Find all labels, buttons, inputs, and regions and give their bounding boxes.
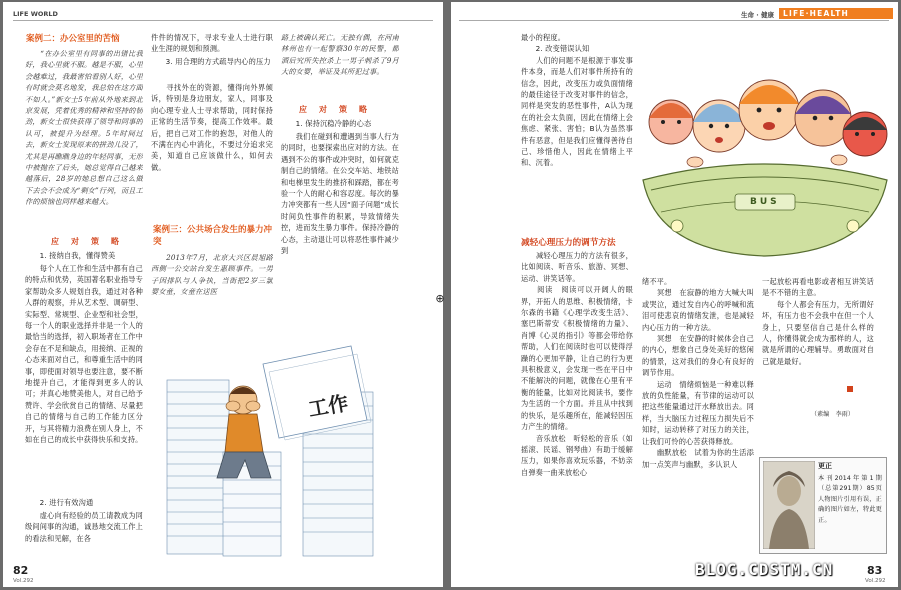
author-credit: （素编 李雨） (811, 411, 855, 418)
stressed-passengers (649, 80, 887, 156)
section-title: 减轻心理压力的调节方法 (521, 238, 616, 248)
volume-label-right: Vol.292 (865, 578, 886, 584)
strategy-title: 应 对 策 略 (51, 237, 121, 246)
colA-text: 最小的程度。 2. 改变错误认知 人们的问题不是根源于事发事件本身，而是人们对事件所持有的信念，因此，改变压力或负面情绪的最佳途径于改变对事件的信念，同样是突发的恶性事件，A认为现在的社会太负面，因此在情绪上会焦虑、紧张、害怕；B认为虽然事件有恶意，但是我们应懂得善待自己、珍惜他人，因此在情绪上平和、沉着。 (521, 33, 633, 168)
sidebar-title: 更正 (818, 462, 832, 470)
end-mark (847, 386, 853, 392)
left-page (3, 2, 443, 587)
watermark: BLOG.CDSTM.CN (695, 560, 834, 579)
header-left: 生命 · 健康 (741, 11, 774, 19)
case3-title: 案例三：公共场合发生的暴力冲突 (153, 225, 273, 247)
strategy-title-2: 应 对 策 略 (299, 105, 369, 114)
portrait-image (763, 461, 815, 549)
left-paper-stack (167, 380, 229, 554)
header-rule (13, 20, 433, 21)
item1-text: 每个人在工作和生活中都有自己的特点和优势，英国著名职业指导专家帮助众多人规划自我，通过对各种人群的观察，并从艺术型、调研型、实际型、常规型、企业型和社会型，每一个人的职业选择并非是一个人的最恰当的选择，初入职场者在工作中会存在不足和缺点，用接纳、正视的心态来面对自己，和尊重生活中的同事，即使面对领导也要注意，要不断地提升自己，才能得到更多人的认可；并真心地赞美他人，对自己给予赞许、学会欣赏自己的情绪、尽量把自己的情绪与自己的工作能力区分开，与其将精力浪费在别人身上，不如在自己的成长中获得快乐和支持。 (25, 264, 143, 445)
case2-title: 案例二：办公室里的苦恼 (26, 34, 120, 44)
col2-text-mid: 寻找外在的资源，懂得向外界倾诉，特别是身边朋友，家人，同事及向心理专业人士寻求帮助，同时保持正常的生活节奏，提高工作效率。最后，把自己对工作的抱怨，对他人的不满在内心中消化，不要过分追求完美，知道自己应该做什么，如何去做。 (151, 83, 273, 172)
col2-text-top: 件件的情况下，寻求专业人士进行职业生涯的规划和预测。 (151, 33, 273, 54)
page-number: 82 (13, 564, 29, 577)
sidebar-text: 本刊2014年第1期（总第291期）85页人物图片引用有误，正确的图片如左，特此更正。 (818, 475, 882, 524)
item3-text: 3. 用合理的方式疏导内心的压力 (151, 57, 271, 66)
work-sign-text: 工作 (306, 390, 351, 422)
correction-sidebar (759, 457, 887, 554)
item2-text: 虚心向有经验的员工请教成为同级间间事的沟通，诚恳地交流工作上的看法和见解，在各 (25, 511, 143, 543)
right-page (451, 2, 898, 587)
page-number-right: 83 (867, 564, 883, 577)
col3-text: 我们在碰到和遭遇到当事人行为的同时，也要探索出应对的方法。在遇到不公的事件或冲突时，如何就克制自己的情绪。在公交车站、地铁站和电梯里发生的推挤和踩踏，都在考验一个人的耐心和容忍度。每次的暴力冲突都有一些人因“面子问题”成长时间负性事件的积累，导致情绪失控，进而发生暴力事件。保持冷静的心态，主动退让可以将恶性事件减少到 (281, 132, 399, 256)
colB-text: 绪不平。 冥想 在寂静的地方大喊大叫或哭泣，通过发自内心的呼喊和流泪可使悲哀的情绪发泄，也是减轻内心压力的一种方法。 冥想 在安静的时候体会自己的内心，想象自己身处美好的悠闲的情景，这对我们的身心有良好的调节作用。 运动 情绪烦恼是一种难以释放的负性能量，有节律的运动可以把这些能量通过汗水释放出去。同样，当大脑压力过程压力损失后不知时，运动转移了对压力的关注，让我们可怜的心苦获得释放。 幽默放松 试着为你的生活添加一点笑声与幽默，多认识人 (642, 277, 754, 469)
case3-story: 2013年7月，北京大兴区晨旭路西侧一公交站台发生惠顾事件。一男子因排队与人争执，当街把2岁三氯婴女童，女童在送医 (151, 253, 273, 297)
colC-text: 一起放松再看电影或者相互讲笑话是不不错的主意。 每个人都会有压力，无所谓好坏，有压力也不会我中在但一个人身上，只要坚信自己是什么样的人，你懂得就会成为那样的人，这就是所谓的心理辅导。勇敢面对自己就是最好。 (762, 277, 874, 366)
paper-stack-illustration (153, 302, 383, 562)
col3-story: 路上被确认死亡。无独有偶，在河南林州也有一起警察30年的民警，都酒后究所失控杀上一男子刺杀了9月大的女婴，举证及其所犯过事。 (281, 33, 399, 77)
registration-mark-icon: ⊕ (435, 292, 445, 305)
header-rule-right (459, 20, 889, 21)
case2-story: “在办公室里有同事的出错比我好，我心里就不服。越是不服，心里会越难过，我最害怕看别人好，心里有时就会莫名地发，我总怕在这方面不如人。”新女士5年前从外地来到北京发展，凭着优秀的精神和坚持的韧劲，新女士很快获得了领导和同事的认可，被提升为经理。5年时间过去，新女士发现原来的拼劲儿没了，尤其是再瞧瞧身边的年轻同事，无形中被抛在了后头，她总觉得自己越来越落后，28岁的她总想自己这么做下去会不会成为“剩女”行列，而且工作的烦恼也同样越来越大。 (25, 49, 143, 207)
header-right: LIFE·HEALTH (783, 9, 850, 18)
item1-title: 1. 接纳自我，懂得赞美 (25, 251, 116, 260)
bus-illustration (637, 30, 893, 262)
bus-body (643, 164, 887, 256)
col3-item1-title: 1. 保持沉稳冷静的心态 (281, 119, 372, 128)
volume-label: Vol.292 (13, 578, 34, 584)
colA-bottom-text: 减轻心理压力的方法有很多，比如阅读、听音乐、旅游、冥想、运动、讲笑话等。 阅读 阅读可以开阔人的眼界，开拓人的思维、积极情绪，卡尔森的书籍《心理学改变生活》、塞巴斯蒂安《积极情绪的力量》、肖博《心灵的指引》等都会带给你帮助，人们在阅读时也可以使得浮躁的心更加平静，让自己的行为更具积极意义，会发现一些在平日中不能解决的问题，就像在心里有平衡的能量，比如对比阅读书，要作为生活的一个方面。并且从中找到的快乐，是乐趣所在，能减轻因压力产生的情绪。 音乐放松 听轻松的音乐（如摇滚、民谣、钢琴曲）有助于缓解压力，如果你喜欢玩乐器，不妨亲自弹奏一曲来放松心 (521, 251, 633, 477)
page-header: LIFE WORLD (13, 10, 58, 18)
item2-title: 2. 进行有效沟通 (25, 498, 94, 507)
bus-label: BUS (750, 197, 780, 207)
